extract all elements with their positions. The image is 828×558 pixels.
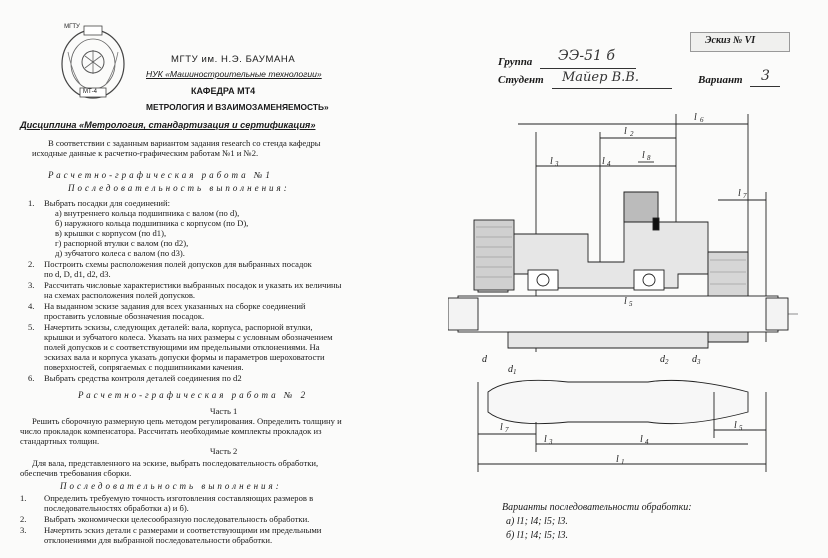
variants-title: Варианты последовательности обработки: — [502, 502, 692, 513]
svg-text:d: d — [482, 354, 487, 365]
group-underline — [540, 68, 636, 69]
work1-seq-title: Последовательность выполнения: — [68, 183, 290, 193]
svg-text:l: l — [616, 454, 619, 465]
group-value: ЭЭ-51 б — [558, 48, 615, 64]
list-item: отклонениями для выбранной последовательности обработки. — [44, 535, 273, 545]
department-name: КАФЕДРА МТ4 — [191, 86, 256, 96]
list-item: Определить требуемую точность изготовления составляющих размеров в — [44, 493, 314, 503]
svg-text:l: l — [694, 112, 697, 123]
list-item: На выданном эскизе задания для всех указанных на сборке соединений — [44, 301, 306, 311]
svg-text:l: l — [738, 188, 741, 199]
part1-line: число прокладок компенсатора. Рассчитать необходимые комплекты прокладок из — [20, 426, 322, 436]
list-item: Начертить эскиз детали с размерами и соответствующими им предельными — [44, 525, 322, 535]
sketch-number: Эскиз № VI — [705, 35, 756, 46]
svg-text:8: 8 — [647, 154, 651, 162]
list-number: 1. — [20, 493, 27, 503]
work2-seq-title: Последовательность выполнения: — [60, 481, 282, 491]
svg-text:d: d — [660, 354, 665, 365]
svg-text:7: 7 — [505, 426, 509, 434]
student-underline — [552, 88, 672, 89]
svg-text:l: l — [624, 296, 627, 307]
list-item: Рассчитать числовые характеристики выбранных посадок и указать их величины — [44, 280, 342, 290]
svg-text:l: l — [544, 434, 547, 445]
list-number: 6. — [28, 373, 35, 383]
svg-text:1: 1 — [621, 458, 625, 466]
svg-text:7: 7 — [743, 192, 747, 200]
part1-line: стандартных толщин. — [20, 436, 100, 446]
list-number: 1. — [28, 198, 35, 208]
part2-line: Для вала, представленного на эскизе, выбрать последовательность обработки, — [32, 458, 319, 468]
svg-text:5: 5 — [629, 300, 633, 308]
university-name: МГТУ им. Н.Э. БАУМАНА — [171, 54, 296, 65]
svg-text:l: l — [624, 126, 627, 137]
student-label: Студент — [498, 74, 544, 86]
svg-text:4: 4 — [607, 160, 611, 168]
list-number: 5. — [28, 322, 35, 332]
svg-text:2: 2 — [630, 130, 634, 138]
svg-text:l: l — [500, 422, 503, 433]
svg-text:d: d — [508, 364, 513, 375]
variant-underline — [750, 86, 780, 87]
intro-line-1: В соответствии с заданным вариантом задания research со стенда кафедры — [48, 138, 321, 148]
intro-line-2: исходные данные к расчетно-графическим работам №1 и №2. — [32, 148, 259, 158]
logo-top-text: МГТУ — [64, 24, 80, 30]
list-item: полей допусков и с соответствующими им предельными отклонениями. На — [44, 342, 320, 352]
svg-text:l: l — [602, 156, 605, 167]
group-label: Группа — [498, 56, 533, 68]
list-number: 4. — [28, 301, 35, 311]
list-item: эскизах вала и корпуса указать допуски формы и параметров шероховатости — [44, 352, 325, 362]
variant-value: 3 — [761, 68, 770, 84]
svg-text:6: 6 — [700, 116, 704, 124]
variant-a: а) l1; l4; l5; l3. — [506, 516, 568, 527]
list-item: б) наружного кольца подшипника с корпусом (по D), — [55, 218, 249, 228]
variant-label: Вариант — [698, 74, 743, 86]
list-item: Выбрать средства контроля деталей соединения по d2 — [44, 373, 242, 383]
svg-text:l: l — [550, 156, 553, 167]
svg-text:2: 2 — [665, 358, 669, 366]
nuk-name: НУК «Машиностроительные технологии» — [146, 69, 322, 79]
part1-title: Часть 1 — [210, 406, 238, 416]
part2-title: Часть 2 — [210, 446, 238, 456]
list-number: 2. — [20, 514, 27, 524]
discipline-name: Дисциплина «Метрология, стандартизация и сертификация» — [20, 120, 316, 130]
list-item: в) крышки с корпусом (по d1), — [55, 228, 167, 238]
svg-text:3: 3 — [697, 358, 701, 366]
list-number: 2. — [28, 259, 35, 269]
part1-line: Решить сборочную размерную цепь методом регулирования. Определить толщину и — [32, 416, 342, 426]
list-item: Начертить эскизы, следующих деталей: вала, корпуса, распорной втулки, — [44, 322, 313, 332]
list-item: крышки и зубчатого колеса. Указать на них размеры с условным обозначением — [44, 332, 333, 342]
svg-text:d: d — [692, 354, 697, 365]
list-item: поверхностей, сопрягаемых с подшипниками качения. — [44, 362, 244, 372]
list-item: Выбрать посадки для соединений: — [44, 198, 170, 208]
svg-text:3: 3 — [555, 160, 559, 168]
list-item: г) распорной втулки с валом (по d2), — [55, 238, 189, 248]
subject-name: МЕТРОЛОГИЯ И ВЗАИМОЗАМЕНЯЕМОСТЬ» — [146, 102, 329, 112]
svg-text:5: 5 — [739, 424, 743, 432]
svg-text:1: 1 — [513, 368, 517, 376]
list-item: на схемах расположения полей допусков. — [44, 290, 196, 300]
work2-title: Расчетно-графическая работа № 2 — [78, 390, 309, 400]
list-number: 3. — [20, 525, 27, 535]
variant-b: б) l1; l4; l5; l3. — [506, 530, 568, 541]
list-item: Выбрать экономически целесообразную последовательность обработки. — [44, 514, 310, 524]
list-item: по d, D, d1, d2, d3. — [44, 269, 111, 279]
svg-text:4: 4 — [645, 438, 649, 446]
svg-text:l: l — [642, 150, 645, 161]
list-item: Построить схемы расположения полей допусков для выбранных посадок — [44, 259, 312, 269]
assembly-drawing — [448, 92, 828, 482]
list-number: 3. — [28, 280, 35, 290]
svg-text:l: l — [640, 434, 643, 445]
student-value: Майер В.В. — [562, 70, 639, 85]
list-item: д) зубчатого колеса с валом (по d3). — [55, 248, 185, 258]
svg-text:3: 3 — [549, 438, 553, 446]
sketch-number-box — [690, 32, 790, 52]
logo-bottom-text: МТ-4 — [83, 89, 97, 95]
list-item: последовательностях обработки а) и б). — [44, 503, 189, 513]
part2-line: обеспечив требования сборки. — [20, 468, 132, 478]
work1-title: Расчетно-графическая работа №1 — [48, 170, 273, 180]
list-item: проставить условные обозначения посадок. — [44, 311, 205, 321]
list-item: а) внутреннего кольца подшипника с валом (по d), — [55, 208, 240, 218]
svg-text:l: l — [734, 420, 737, 431]
